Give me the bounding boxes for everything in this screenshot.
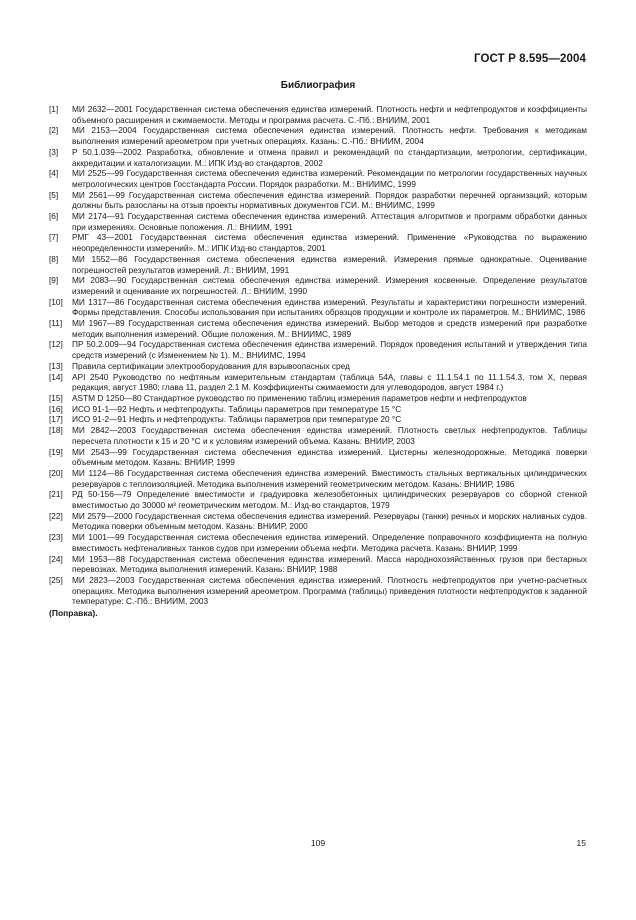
reference-text: МИ 2525—99 Государственная система обеспечения единства измерений. Рекомендации по метрологии государственных научных метрологических центров Госстандарта России. Порядок разработки. М.: ВНИИМС, 1999 [72,168,587,189]
reference-item [49,532,587,553]
reference-text: ASTM D 1250—80 Стандартное руководство по применению таблиц измерения параметров нефти и нефтепродуктов [72,392,527,403]
reference-item [49,211,587,232]
reference-number: [20] [49,467,63,478]
reference-item [49,468,587,489]
reference-text: Правила сертификации электрооборудования для взрывоопасных сред [72,360,350,371]
reference-text: ПР 50.2.009—94 Государственная система обеспечения единства измерений. Порядок проведения испытаний и утверждения типа средств измерений (с Изменением № 1). М.: ВНИИМС, 1994 [72,339,587,361]
reference-item [49,361,587,372]
reference-number: [12] [49,339,63,350]
reference-item [49,275,587,296]
reference-number: [16] [49,403,63,414]
reference-item [49,511,587,532]
reference-item [49,125,587,146]
page-number-right: 15 [576,838,586,848]
reference-text: МИ 2174—91 Государственная система обеспечения единства измерений. Аттестация алгоритмов и программ обработки данных при измерениях. Основные положения. Л.: ВНИИМ, 1991 [72,211,587,232]
reference-number: [24] [49,553,63,564]
reference-text: МИ 1967—89 Государственная система обеспечения единства измерений. Выбор методов и средств измерений при разработке методик выполнения измерений. Общие положения. М.: ВНИИМС, 1989 [72,318,587,339]
reference-item [49,425,587,446]
reference-text: РМГ 43—2001 Государственная система обеспечения единства измерений. Применение «Руководства по выражению неопределенности измерений». М.: ИПК Изд-во стандартов, 2001 [72,232,587,254]
reference-item [49,190,587,211]
reference-number: [7] [49,232,59,243]
reference-number: [18] [49,425,63,436]
reference-text: МИ 1124—86 Государственная система обеспечения единства измерений. Вместимость стальных вертикальных цилиндрических резервуаров с теплоизоляцией. Методика выполнения измерений геометрическим методом. Казань: ВНИИР, 1986 [72,467,587,489]
reference-text: МИ 2083—90 Государственная система обеспечения единства измерений. Измерения косвенные. Определение результатов измерений и оценивание их погрешностей. Л.: ВНИИМ, 1990 [72,275,587,296]
bibliography-list [49,104,587,619]
reference-number: [11] [49,318,63,329]
reference-number: [23] [49,532,63,543]
reference-number: [14] [49,371,63,382]
reference-item [49,168,587,189]
reference-text: МИ 2842—2003 Государственная система обеспечения единства измерений. Плотность светлых нефтепродуктов. Таблицы пересчета плотности к 15 и 20 °С и к условиям измерений объема. Казань: ВНИИР, 2003 [72,425,587,446]
reference-item [49,339,587,360]
reference-text: МИ 1317—86 Государственная система обеспечения единства измерений. Результаты и характеристики погрешности измерений. Формы представления. Способы использования при испытаниях образцов продукции и контроле их параметров. М.: ВНИИМС, 1986 [72,296,587,318]
reference-text: API 2540 Руководство по нефтяным измерительным стандартам (таблица 54А, главы с 11.1.54.1 по 11.1.54.3, том X, первая редакция, август 1980; глава 11, раздел 2.1 М. Коэффициенты сжимаемости для углеводородов, август 1984 г.) [72,371,587,393]
reference-number: [1] [49,104,59,114]
reference-item [49,414,587,425]
reference-item [49,575,587,607]
reference-item [49,254,587,275]
reference-number: [25] [49,574,63,585]
reference-item [49,318,587,339]
reference-number: [10] [49,296,63,307]
reference-number: [4] [49,168,59,179]
reference-item [49,232,587,253]
reference-item [49,404,587,415]
amendment-note: (Поправка). [49,608,98,619]
reference-item [49,297,587,318]
reference-item [49,393,587,404]
reference-text: Р 50.1.039—2002 Разработка, обновление и отмена правил и рекомендаций по стандартизации, метрологии, сертификации, аккредитации и каталогизации. М.: ИПК Изд-во стандартов, 2002 [72,146,587,168]
reference-number: [9] [49,275,59,286]
reference-text: МИ 2823—2003 Государственная система обеспечения единства измерений. Плотность нефтепродуктов при учетно-расчетных операциях. Методика выполнения измерений ареометром. Программа (таблицы) приведения плотности нефтепродуктов к заданной температуре: С.-Пб.: ВНИИМ, 2003 [72,574,587,607]
reference-text: ИСО 91-1—92 Нефть и нефтепродукты. Таблицы параметров при температуре 15 °С [72,403,402,414]
reference-text: РД 50-156—79 Определение вместимости и градуировка железобетонных цилиндрических резервуаров со сборной стенкой вместимостью до 30000 м³ геометрическим методом. М.: Изд-во стандартов, 1979 [72,489,587,511]
reference-text: МИ 2579—2000 Государственная система обеспечения единства измерений. Резервуары (танки) речных и морских наливных судов. Методика поверки объемным методом. Казань: ВНИИР, 2000 [72,510,587,532]
page-number-center: 109 [310,838,326,848]
standard-header: ГОСТ Р 8.595—2004 [474,53,586,65]
reference-number: [6] [49,211,59,222]
reference-item [49,372,587,393]
reference-text: МИ 2543—99 Государственная система обеспечения единства измерений. Цистерны железнодорожные. Методика поверки объемным методом. Казань: ВНИИР, 1999 [72,446,587,468]
reference-number: [3] [49,146,59,157]
reference-number: [2] [49,125,59,136]
reference-number: [8] [49,253,59,264]
reference-item [49,447,587,468]
reference-text: МИ 1552—86 Государственная система обеспечения единства измерений. Измерения прямые однократные. Оценивание погрешностей результатов измерений. Л.: ВНИИМ, 1991 [72,253,587,275]
reference-number: [19] [49,446,63,457]
reference-number: [21] [49,489,63,500]
reference-text: МИ 2561—99 Государственная система обеспечения единства измерений. Порядок разработки перечней организаций, которым должны быть разосланы на отзыв проекты нормативных документов ГСИ. М.: ВНИИМС, 1999 [72,189,587,211]
reference-item [49,489,587,510]
reference-item [49,147,587,168]
page-title: Библиография [280,80,356,91]
reference-text: ИСО 91-2—91 Нефть и нефтепродукты. Таблицы параметров при температуре 20 °С [72,414,402,425]
reference-number: [15] [49,392,63,403]
reference-text: МИ 2153—2004 Государственная система обеспечения единства измерений. Плотность нефти. Требования к методикам выполнения измерений ареометром при учетных операциях. Казань: С.-Пб.: ВНИИМ, 2004 [72,125,587,147]
reference-text: МИ 1001—99 Государственная система обеспечения единства измерений. Определение поправочного коэффициента на полную вместимость нефтеналивных танков судов при измерении объема нефти. Методика расчета. Казань: ВНИИР, 1999 [72,532,587,553]
reference-number: [5] [49,189,59,200]
reference-item [49,554,587,575]
reference-item [49,104,587,125]
reference-number: [13] [49,360,63,371]
reference-number: [22] [49,510,63,521]
reference-number: [17] [49,414,63,425]
reference-text: МИ 1953—88 Государственная система обеспечения единства измерений. Масса народнохозяйственных грузов при бестарных перевозках. Методика выполнения измерений. Казань: ВНИИР, 1988 [72,553,587,575]
reference-text: МИ 2632—2001 Государственная система обеспечения единства измерений. Плотность нефти и нефтепродуктов и коэффициенты объемного расширения и сжимаемости. Методы и программа расчета. С.-Пб.: ВНИИМ, 2001 [72,104,587,125]
